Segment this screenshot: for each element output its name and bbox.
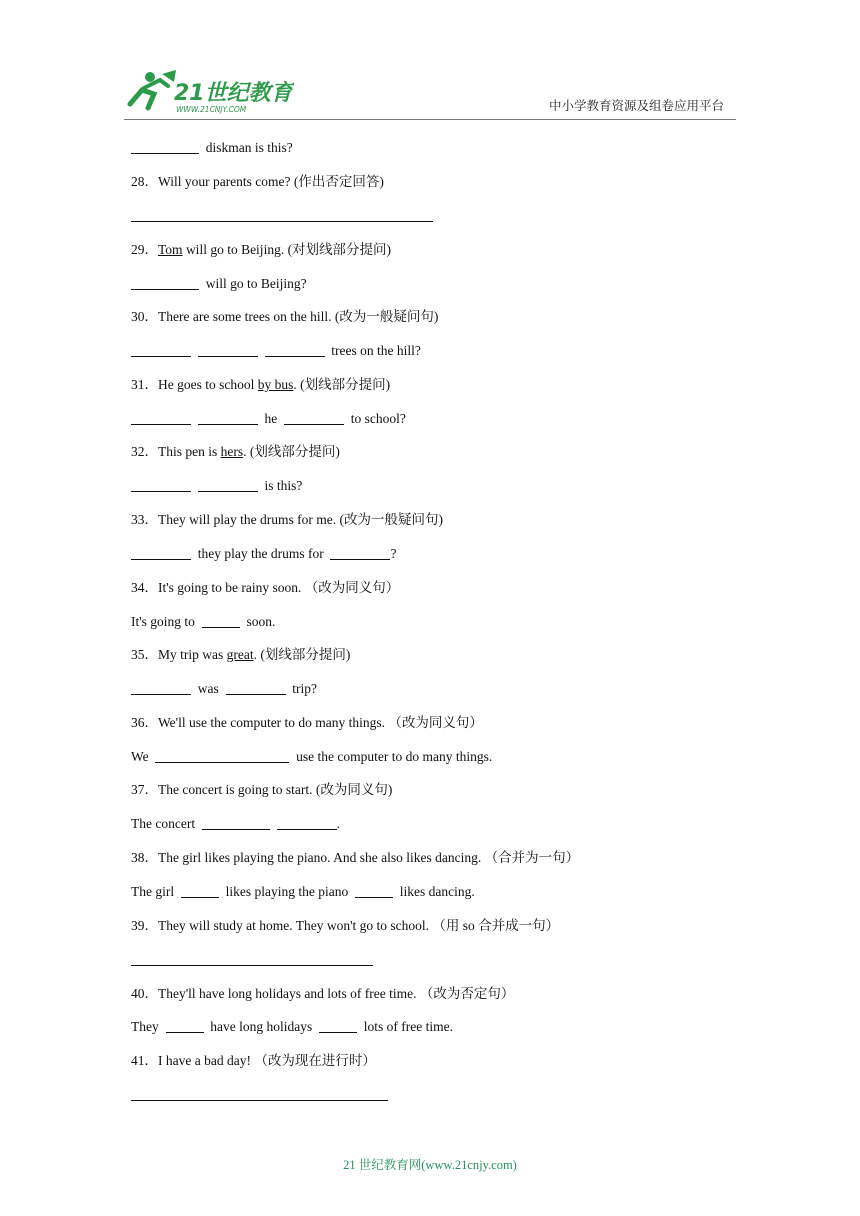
blank[interactable] (284, 410, 344, 425)
answer-text: he (264, 411, 278, 426)
answer-text: diskman is this? (205, 140, 293, 155)
question-28: 28．Will your parents come? (作出否定回答) (131, 174, 384, 189)
answer-text: lots of free time. (363, 1019, 453, 1034)
blank[interactable] (131, 1086, 388, 1101)
answer-text: They (131, 1019, 159, 1034)
answer-text: The girl (131, 884, 175, 899)
blank[interactable] (319, 1018, 357, 1033)
answer-line-27 (131, 139, 293, 157)
blank[interactable] (131, 275, 199, 290)
blank[interactable] (265, 342, 325, 357)
answer-line-34 (131, 613, 275, 631)
answer-text: was (197, 681, 219, 696)
blank[interactable] (181, 883, 219, 898)
answer-text: likes playing the piano (225, 884, 349, 899)
question-39: 39．They will study at home. They won't go to school. （用 so 合并成一句） (131, 918, 560, 933)
answer-line-36 (131, 748, 492, 766)
21cnjy-logo (124, 68, 294, 116)
blank[interactable] (198, 410, 258, 425)
underlined-target: Tom (158, 242, 183, 257)
blank[interactable] (355, 883, 393, 898)
answer-text: trees on the hill? (331, 343, 421, 358)
blank[interactable] (131, 545, 191, 560)
blank[interactable] (131, 477, 191, 492)
answer-line-41 (131, 1086, 388, 1104)
answer-line-30 (131, 342, 421, 360)
underlined-target: hers (220, 444, 244, 459)
page-header (0, 0, 860, 125)
logo-text: 21世纪教育 (174, 81, 293, 106)
answer-text: to school? (350, 411, 406, 426)
blank[interactable] (202, 613, 240, 628)
answer-text: will go to Beijing? (205, 276, 307, 291)
blank[interactable] (277, 815, 337, 830)
answer-text: The concert (131, 816, 196, 831)
answer-line-38 (131, 883, 475, 901)
question-35: 35．My trip was great. (划线部分提问) (131, 647, 351, 662)
blank[interactable] (131, 680, 191, 695)
answer-text: trip? (292, 681, 317, 696)
blank[interactable] (131, 951, 373, 966)
blank[interactable] (226, 680, 286, 695)
question-32: 32．This pen is hers. (划线部分提问) (131, 444, 340, 459)
question-34: 34．It's going to be rainy soon. （改为同义句） (131, 580, 400, 595)
blank[interactable] (155, 748, 289, 763)
blank[interactable] (198, 342, 258, 357)
blank[interactable] (198, 477, 258, 492)
answer-line-33: they play the drums for ? (131, 545, 396, 563)
question-30: 30．There are some trees on the hill. (改为一般疑问句) (131, 309, 439, 324)
answer-line-39 (131, 951, 373, 969)
answer-line-31 (131, 410, 406, 428)
answer-text: have long holidays (210, 1019, 313, 1034)
answer-text: likes dancing. (399, 884, 475, 899)
underlined-target: by bus (257, 377, 294, 392)
question-41: 41．I have a bad day! （改为现在进行时） (131, 1053, 376, 1068)
blank[interactable] (131, 139, 199, 154)
answer-line-29 (131, 275, 307, 293)
answer-line-35 (131, 680, 317, 698)
answer-line-37: The concert . (131, 816, 340, 831)
blank[interactable] (166, 1018, 204, 1033)
answer-text: use the computer to do many things. (296, 749, 493, 764)
header-divider (124, 119, 736, 120)
question-29: 29．Tom will go to Beijing. (对划线部分提问) (131, 242, 392, 257)
answer-text: is this? (264, 478, 303, 493)
blank[interactable] (131, 207, 433, 222)
blank[interactable] (131, 342, 191, 357)
answer-line-40 (131, 1018, 453, 1036)
question-31: 31．He goes to school by bus. (划线部分提问) (131, 377, 391, 392)
question-37: 37．The concert is going to start. (改为同义句) (131, 782, 393, 797)
question-33: 33．They will play the drums for me. (改为一般疑问句) (131, 512, 443, 527)
answer-text: they play the drums for (197, 546, 324, 561)
blank[interactable] (202, 815, 270, 830)
page-footer: 21 世纪教育网(www.21cnjy.com) (343, 1158, 517, 1172)
underlined-target: great (226, 647, 254, 662)
answer-text: We (131, 749, 149, 764)
logo-url: WWW.21CNJY.COM (176, 105, 247, 114)
blank[interactable] (131, 410, 191, 425)
question-38: 38．The girl likes playing the piano. And she also likes dancing. （合并为一句） (131, 850, 580, 865)
blank[interactable] (330, 545, 390, 560)
answer-text: soon. (246, 614, 276, 629)
answer-line-32 (131, 477, 302, 495)
header-tagline: 中小学教育资源及组卷应用平台 (549, 99, 725, 113)
question-40: 40．They'll have long holidays and lots of free time. （改为否定句） (131, 986, 515, 1001)
answer-line-28 (131, 207, 433, 225)
question-36: 36．We'll use the computer to do many things. （改为同义句） (131, 715, 483, 730)
answer-text: It's going to (131, 614, 195, 629)
